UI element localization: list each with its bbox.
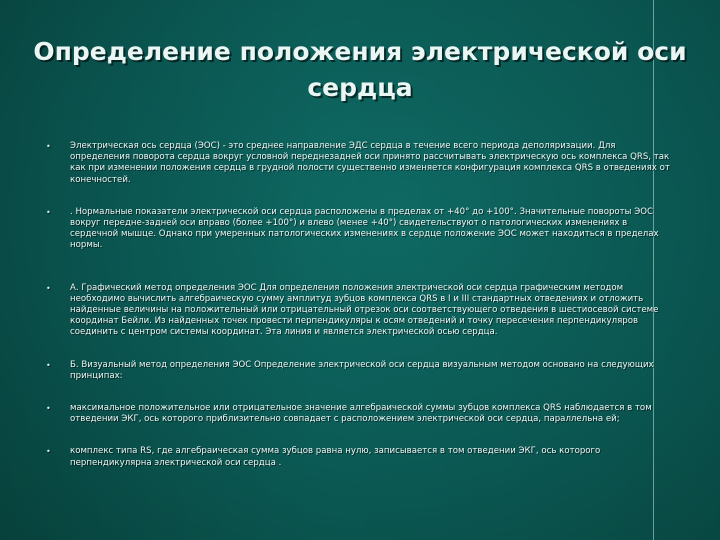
bullet-icon: • [46,283,51,293]
bullet-icon: • [46,142,51,151]
bullet-text: максимальное положительное или отрицательное значение алгебраической суммы зубцов комплекса QRS наблюдается в том отведении ЭКГ, ось которого приблизительно совпадает с расположением электрической оси сердца, параллельна ей; [70,403,652,425]
bullet-text: Б. Визуальный метод определения ЭОС Определение электрической оси сердца визуальным методом основано на следующих принципах: [70,359,654,381]
slide-title: Определение положения электрической оси сердца [33,37,687,102]
bullet-item-definition [46,141,676,186]
bullet-text: Электрическая ось сердца (ЭОС) - это среднее направление ЭДС сердца в течение всего периода деполяризации. Для определения поворота сердца вокруг условной переднезадней оси принято рассчитывать электрическую ось комплекса QRS, так как при изменении положения сердца в грудной полости существенно изменяется конфигурация комплекса QRS в отведениях от конечностей. [70,141,670,185]
bullet-icon: • [46,404,51,414]
bullet-text: . Нормальные показатели электрической оси сердца расположены в пределах от +40° до +100°. Значительные повороты ЭОС вокруг передне-задней оси вправо (более +100°) и влево (менее +40°) свидетельствуют о патологических изменениях в сердечной мышце. Однако при умеренных патологических изменениях в сердце положение ЭОС может находиться в пределах нормы. [70,206,659,251]
bullet-icon: • [46,207,51,217]
bullet-list [46,141,676,469]
bullet-item-rs-complex-principle [46,446,676,468]
bullet-text: комплекс типа RS, где алгебраическая сумма зубцов равна нулю, записывается в том отведении ЭКГ, ось которого перпендикулярна электрической оси сердца . [70,446,601,468]
bullet-item-graphic-method [46,283,676,339]
bullet-text: А. Графический метод определения ЭОС Для определения положения электрической оси сердца графическим методом необходимо вычислить алгебраическую сумму амплитуд зубцов комплекса QRS в I и III стандартных отведениях и отложить найденные величины на положительный или отрицательный отрезок оси соответствующего отведения в шестиосевой системе координат Бейли. Из найденных точек провести перпендикуляры к осям отведений и точку пересечения перпендикуляров соединить с центром системы координат. Эта линия и является электрической осью сердца. [70,282,659,338]
bullet-icon: • [46,447,51,457]
bullet-icon: • [46,360,51,370]
bullet-item-max-value-principle [46,403,676,425]
bullet-item-visual-method [46,360,676,382]
bullet-item-normal-values [46,207,676,252]
